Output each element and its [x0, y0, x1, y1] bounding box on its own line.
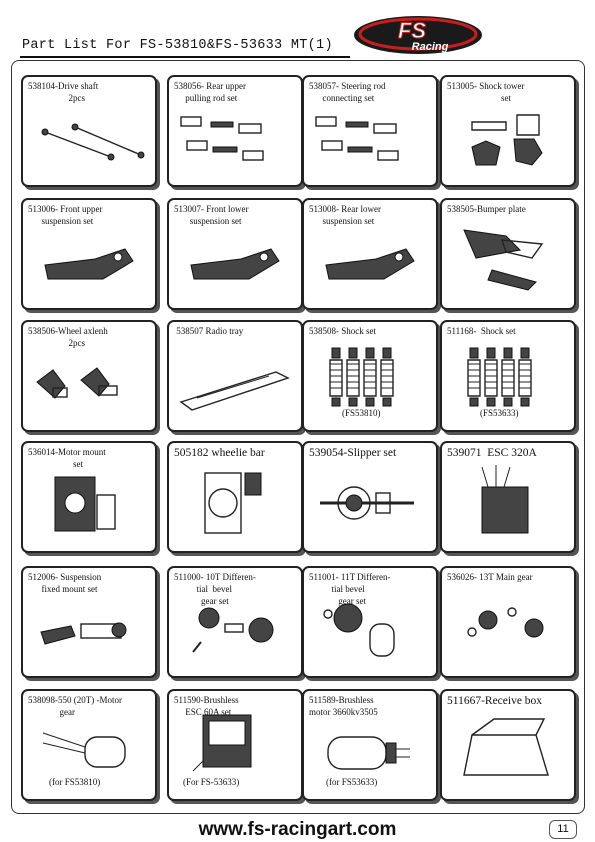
part-label: 513007- Front lower suspension set: [174, 204, 249, 226]
part-note: (for FS53633): [326, 777, 378, 787]
part-label: 511590-Brushless ESC 60A set: [174, 695, 239, 717]
part-card: [21, 566, 157, 678]
logo-brand: FS: [397, 18, 427, 43]
part-label: 511667-Receive box: [447, 695, 543, 707]
part-card: [302, 566, 438, 678]
part-illustration: [169, 322, 301, 430]
part-card: [302, 441, 438, 553]
part-label: 511000- 10T Differen- tial bevel gear set: [174, 572, 256, 606]
logo-sub: Racing: [411, 41, 449, 53]
part-label: 538056- Rear upper pulling rod set: [174, 81, 246, 103]
part-label: 536026- 13T Main gear: [447, 572, 533, 582]
part-card: [21, 75, 157, 187]
part-label: 513005- Shock tower set: [447, 81, 525, 103]
part-card: [440, 566, 576, 678]
part-illustration: [442, 200, 574, 308]
part-card: [21, 320, 157, 432]
part-label: 512006- Suspension fixed mount set: [28, 572, 102, 594]
part-card: [21, 441, 157, 553]
part-card: [302, 689, 438, 801]
part-label: 538508- Shock set: [309, 326, 376, 336]
part-label: 539071 ESC 320A: [447, 447, 537, 459]
part-card: [302, 75, 438, 187]
part-card: [167, 320, 303, 432]
title-underline: [20, 56, 350, 58]
part-card: [21, 689, 157, 801]
part-label: 539054-Slipper set: [309, 447, 397, 459]
part-label: 538098-550 (20T) -Motor gear: [28, 695, 122, 717]
part-label: 511168- Shock set: [447, 326, 516, 336]
part-note: (FS53633): [480, 408, 519, 418]
fs-racing-logo: [352, 8, 484, 56]
part-label: 505182 wheelie bar: [174, 447, 265, 459]
page-number: 11: [549, 820, 577, 839]
part-label: 511001- 11T Differen- tial bevel gear set: [309, 572, 391, 606]
part-label: 538505-Bumper plate: [447, 204, 526, 214]
part-label: 511589-Brushless motor 3660kv3505: [309, 695, 378, 717]
part-illustration: [442, 568, 574, 676]
part-note: (FS53810): [342, 408, 381, 418]
part-card: [440, 441, 576, 553]
part-card: [440, 75, 576, 187]
part-card: [440, 198, 576, 310]
part-card: [167, 198, 303, 310]
part-label: 536014-Motor mount set: [28, 447, 106, 469]
part-note: (for FS53810): [49, 777, 101, 787]
part-card: [167, 566, 303, 678]
part-card: [167, 689, 303, 801]
part-card: [302, 320, 438, 432]
page-title: Part List For FS-53810&FS-53633 MT(1): [22, 38, 333, 53]
website-url: www.fs-racingart.com: [198, 819, 397, 840]
part-label: 538506-Wheel axlenh 2pcs: [28, 326, 108, 348]
part-card: [440, 320, 576, 432]
part-label: 538507 Radio tray: [174, 326, 244, 336]
part-label: 513008- Rear lower suspension set: [309, 204, 381, 226]
part-card: [167, 75, 303, 187]
part-note: (For FS-53633): [183, 777, 240, 787]
part-label: 538104-Drive shaft 2pcs: [28, 81, 99, 103]
part-card: [21, 198, 157, 310]
part-card: [302, 198, 438, 310]
part-card: [440, 689, 576, 801]
part-label: 513006- Front upper suspension set: [28, 204, 103, 226]
part-card: [167, 441, 303, 553]
part-label: 538057- Steering rod connecting set: [309, 81, 386, 103]
